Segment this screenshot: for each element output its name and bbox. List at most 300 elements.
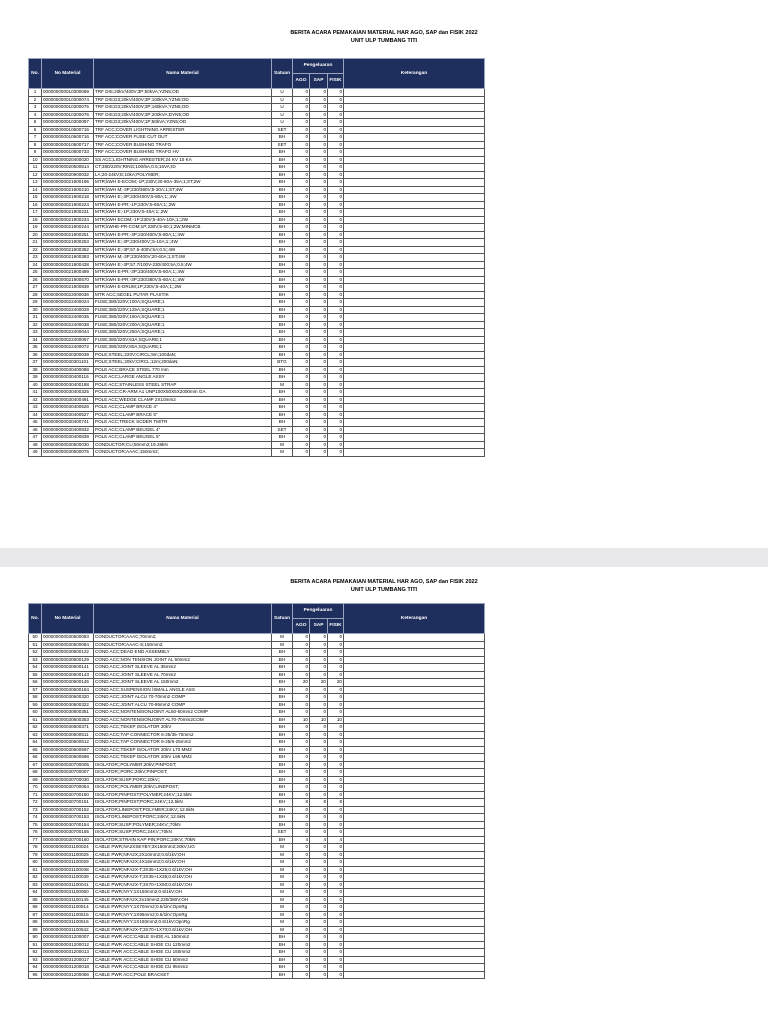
qty-ago: 0 — [293, 336, 310, 344]
qty-fisik: 0 — [328, 851, 344, 859]
qty-sap: 0 — [310, 851, 328, 859]
keterangan-cell — [344, 299, 485, 307]
row-number: 6 — [29, 126, 42, 134]
material-number: 000000000030500083 — [42, 634, 94, 642]
keterangan-cell — [344, 904, 485, 912]
keterangan-cell — [344, 851, 485, 859]
keterangan-cell — [344, 761, 485, 769]
keterangan-cell — [344, 201, 485, 209]
unit: M — [272, 844, 293, 852]
keterangan-cell — [344, 119, 485, 127]
qty-fisik: 0 — [328, 171, 344, 179]
qty-sap: 0 — [310, 911, 328, 919]
material-name: COND ACC;NON TENSION JOINT AL 50mm2 — [94, 656, 272, 664]
qty-ago: 0 — [293, 731, 310, 739]
material-name: CONDUCTOR;AAAC;70mm2; — [94, 634, 272, 642]
keterangan-cell — [344, 306, 485, 314]
material-name: POLE ACC;CLAMP BEUGEL 5" — [94, 434, 272, 442]
unit: BH — [272, 964, 293, 972]
material-name: FUSE;380/220V;63A;SQUARE;1 — [94, 336, 272, 344]
keterangan-cell — [344, 634, 485, 642]
qty-fisik: 0 — [328, 201, 344, 209]
material-name: MTR;kWH E-PR;-3P;230/380V;5-60A;1;;4W — [94, 276, 272, 284]
unit: M — [272, 926, 293, 934]
material-name: CABLE PWR ACC;CABLE SHOE CU 95mm2 — [94, 964, 272, 972]
material-name: CABLE PWR;NFA2X;2x10mm2;230/380V;OH — [94, 896, 272, 904]
material-number: 000000000021900383 — [42, 254, 94, 262]
qty-sap: 0 — [310, 664, 328, 672]
material-number: 000000000021900234 — [42, 216, 94, 224]
material-number: 000000000021900489 — [42, 269, 94, 277]
header-ago: AGO — [293, 74, 310, 89]
table-row — [29, 881, 485, 889]
qty-sap: 0 — [310, 926, 328, 934]
keterangan-cell — [344, 656, 485, 664]
qty-ago: 0 — [293, 276, 310, 284]
keterangan-cell — [344, 164, 485, 172]
keterangan-cell — [344, 866, 485, 874]
qty-fisik: 0 — [328, 806, 344, 814]
material-number: 000000000030600145 — [42, 679, 94, 687]
unit: BH — [272, 934, 293, 942]
row-number: 63 — [29, 731, 42, 739]
qty-fisik: 0 — [328, 426, 344, 434]
qty-sap: 0 — [310, 119, 328, 127]
unit: BH — [272, 956, 293, 964]
material-name: POLE;STEEL;220V;CIRCL;9m;100daN; — [94, 351, 272, 359]
qty-sap: 0 — [310, 246, 328, 254]
unit: BH — [272, 941, 293, 949]
unit: BH — [272, 329, 293, 337]
material-number: 000000000030600351 — [42, 709, 94, 717]
qty-fisik: 0 — [328, 254, 344, 262]
material-name: TRF DIS;D3;20kV/400V;1P;50kVA;YZN5;OD — [94, 119, 272, 127]
row-number: 43 — [29, 404, 42, 412]
qty-fisik: 0 — [328, 964, 344, 972]
unit: M — [272, 441, 293, 449]
row-number: 91 — [29, 941, 42, 949]
material-name: MTR;kWH E-DRUM;1P;230V;5-40A;1;;2W — [94, 284, 272, 292]
qty-ago: 0 — [293, 919, 310, 927]
row-number: 44 — [29, 411, 42, 419]
material-name: CT;380/220V;RING;100/5A;0.5;15VA;ID — [94, 164, 272, 172]
qty-ago: 0 — [293, 291, 310, 299]
qty-ago: 0 — [293, 844, 310, 852]
material-name: ISOLATOR;LINEPOST;PORC;24KV;;12.5kN — [94, 814, 272, 822]
material-name: CABLE PWR ACC;CABLE SHOE CU 120mm2 — [94, 941, 272, 949]
qty-fisik: 0 — [328, 971, 344, 979]
qty-ago: 0 — [293, 754, 310, 762]
qty-fisik: 0 — [328, 769, 344, 777]
qty-fisik: 0 — [328, 119, 344, 127]
row-number: 31 — [29, 314, 42, 322]
qty-sap: 0 — [310, 941, 328, 949]
table-row — [29, 216, 485, 224]
material-number: 000000000030301101 — [42, 359, 94, 367]
header-sap: SAP — [310, 74, 328, 89]
material-name: CABLE PWR;NFA2X-T;3X70+1X50;0.6/1kV;OH — [94, 881, 272, 889]
row-number: 1 — [29, 89, 42, 97]
material-number: 000000000030600371 — [42, 724, 94, 732]
material-name: ISOLATOR;;POLYMER;20kV;LINEPOST; — [94, 784, 272, 792]
qty-fisik: 0 — [328, 216, 344, 224]
keterangan-cell — [344, 934, 485, 942]
row-number: 8 — [29, 141, 42, 149]
qty-ago: 0 — [293, 926, 310, 934]
header-fisik: FISIK — [328, 74, 344, 89]
qty-ago: 0 — [293, 111, 310, 119]
header-no-material: No Material — [42, 59, 94, 89]
table-row — [29, 239, 485, 247]
row-number: 67 — [29, 761, 42, 769]
keterangan-cell — [344, 971, 485, 979]
qty-fisik: 0 — [328, 941, 344, 949]
header-no: No. — [29, 59, 42, 89]
keterangan-cell — [344, 664, 485, 672]
header-no: No. — [29, 604, 42, 634]
table-row — [29, 449, 485, 457]
qty-sap: 0 — [310, 866, 328, 874]
unit: M — [272, 381, 293, 389]
material-name: MTR;kWH E-PR;-1P;230V;5-60A;1;;2W — [94, 201, 272, 209]
keterangan-cell — [344, 434, 485, 442]
unit: M — [272, 641, 293, 649]
material-number: 000000000031100060 — [42, 889, 94, 897]
material-number: 000000000030700005 — [42, 761, 94, 769]
material-number: 000000000021900352 — [42, 246, 94, 254]
row-number: 47 — [29, 434, 42, 442]
qty-fisik: 0 — [328, 844, 344, 852]
material-name: COND ACC;TEKEP ISOLATOR 20kV — [94, 724, 272, 732]
qty-sap: 0 — [310, 949, 328, 957]
keterangan-cell — [344, 911, 485, 919]
row-number: 53 — [29, 656, 42, 664]
qty-ago: 0 — [293, 686, 310, 694]
keterangan-cell — [344, 754, 485, 762]
material-number: 000000000031100542 — [42, 926, 94, 934]
qty-fisik: 0 — [328, 366, 344, 374]
material-number: 000000000030700030 — [42, 776, 94, 784]
unit: BH — [272, 836, 293, 844]
qty-sap: 0 — [310, 641, 328, 649]
material-name: FUSE;380/220V;125A;SQUARE;1 — [94, 306, 272, 314]
material-number: 000000000010300075 — [42, 104, 94, 112]
unit: BH — [272, 716, 293, 724]
qty-fisik: 0 — [328, 724, 344, 732]
qty-ago: 0 — [293, 701, 310, 709]
material-name: CABLE PWR ACC;POLE BRACKET — [94, 971, 272, 979]
table-row — [29, 941, 485, 949]
table-row — [29, 426, 485, 434]
material-number: 000000000010600716 — [42, 134, 94, 142]
qty-fisik: 0 — [328, 269, 344, 277]
table-row — [29, 829, 485, 837]
table-row — [29, 806, 485, 814]
qty-ago: 0 — [293, 231, 310, 239]
keterangan-cell — [344, 671, 485, 679]
qty-ago: 0 — [293, 656, 310, 664]
material-name: TRF DIS;D3;20kV/400V;3P;200kVA;DYN5;OD — [94, 111, 272, 119]
row-number: 26 — [29, 276, 42, 284]
qty-sap: 0 — [310, 216, 328, 224]
material-table-body — [29, 634, 485, 979]
unit: U — [272, 119, 293, 127]
unit: BH — [272, 821, 293, 829]
qty-ago: 0 — [293, 179, 310, 187]
material-number: 000000000031100145 — [42, 896, 94, 904]
table-row — [29, 859, 485, 867]
header-satuan: Satuan — [272, 604, 293, 634]
keterangan-cell — [344, 836, 485, 844]
material-number: 000000000030400741 — [42, 419, 94, 427]
row-number: 20 — [29, 231, 42, 239]
qty-ago: 0 — [293, 964, 310, 972]
unit: U — [272, 96, 293, 104]
qty-sap: 0 — [310, 411, 328, 419]
qty-sap: 0 — [310, 956, 328, 964]
qty-sap: 0 — [310, 299, 328, 307]
material-number: 000000000030400116 — [42, 374, 94, 382]
material-name: MTR ACC;SEGEL PUTAR PLASTIK — [94, 291, 272, 299]
keterangan-cell — [344, 679, 485, 687]
qty-sap: 0 — [310, 164, 328, 172]
qty-ago: 0 — [293, 434, 310, 442]
qty-fisik: 10 — [328, 716, 344, 724]
keterangan-cell — [344, 89, 485, 97]
material-name: COND ACC;TAP CONNECTOR 6-25/6-25mm2 — [94, 739, 272, 747]
material-number: 000000000030600129 — [42, 656, 94, 664]
qty-sap: 0 — [310, 859, 328, 867]
material-number: 000000000031100039 — [42, 874, 94, 882]
material-number: 000000000030500084 — [42, 641, 94, 649]
table-row — [29, 844, 485, 852]
qty-sap: 0 — [310, 784, 328, 792]
qty-ago: 0 — [293, 261, 310, 269]
qty-sap: 0 — [310, 964, 328, 972]
table-row — [29, 731, 485, 739]
material-number: 000000000030700064 — [42, 784, 94, 792]
keterangan-cell — [344, 104, 485, 112]
table-row — [29, 344, 485, 352]
row-number: 84 — [29, 889, 42, 897]
qty-ago: 0 — [293, 329, 310, 337]
qty-ago: 0 — [293, 441, 310, 449]
keterangan-cell — [344, 769, 485, 777]
table-row — [29, 694, 485, 702]
qty-fisik: 0 — [328, 919, 344, 927]
keterangan-cell — [344, 926, 485, 934]
table-row — [29, 96, 485, 104]
qty-fisik: 0 — [328, 411, 344, 419]
material-number: 000000000030600597 — [42, 746, 94, 754]
table-row — [29, 194, 485, 202]
row-number: 32 — [29, 321, 42, 329]
row-number: 65 — [29, 746, 42, 754]
qty-sap: 0 — [310, 769, 328, 777]
material-name: ISOLATOR;SUSP;PORC;24KV;;70kN — [94, 829, 272, 837]
table-row — [29, 329, 485, 337]
keterangan-cell — [344, 814, 485, 822]
qty-sap: 0 — [310, 426, 328, 434]
qty-fisik: 0 — [328, 949, 344, 957]
row-number: 90 — [29, 934, 42, 942]
material-number: 000000000030400839 — [42, 434, 94, 442]
qty-ago: 0 — [293, 306, 310, 314]
material-name: CABLE PWR;NFA2X-T;3X70+1X70;0.6/1kV;OH — [94, 926, 272, 934]
qty-ago: 0 — [293, 254, 310, 262]
material-name: COND ACC;SUSPENSION /SMALL ANGLE ASS — [94, 686, 272, 694]
material-number: 000000000031200066 — [42, 971, 94, 979]
qty-ago: 20 — [293, 679, 310, 687]
row-number: 28 — [29, 291, 42, 299]
row-number: 14 — [29, 186, 42, 194]
unit: SET — [272, 126, 293, 134]
row-number: 89 — [29, 926, 42, 934]
material-number: 000000000030400832 — [42, 426, 94, 434]
material-name: TRF ACC;COVER BUSHING TRAFO HV — [94, 149, 272, 157]
qty-sap: 0 — [310, 381, 328, 389]
material-name: POLE ACC;CLAMP BEUGEL 4" — [94, 426, 272, 434]
qty-sap: 0 — [310, 89, 328, 97]
material-number: 000000000022400067 — [42, 336, 94, 344]
table-row — [29, 134, 485, 142]
qty-fisik: 0 — [328, 164, 344, 172]
row-number: 27 — [29, 284, 42, 292]
row-number: 95 — [29, 971, 42, 979]
qty-fisik: 0 — [328, 179, 344, 187]
unit: BH — [272, 396, 293, 404]
table-row — [29, 754, 485, 762]
keterangan-cell — [344, 426, 485, 434]
keterangan-cell — [344, 351, 485, 359]
table-row — [29, 746, 485, 754]
qty-ago: 0 — [293, 149, 310, 157]
table-row — [29, 874, 485, 882]
keterangan-cell — [344, 799, 485, 807]
qty-sap: 0 — [310, 709, 328, 717]
material-number: 000000000020900032 — [42, 171, 94, 179]
qty-sap: 0 — [310, 179, 328, 187]
row-number: 10 — [29, 156, 42, 164]
keterangan-cell — [344, 746, 485, 754]
material-number: 000000000030700151 — [42, 799, 94, 807]
material-number: 000000000021900210 — [42, 186, 94, 194]
qty-ago: 0 — [293, 671, 310, 679]
table-row — [29, 261, 485, 269]
table-row — [29, 926, 485, 934]
table-row — [29, 411, 485, 419]
table-row — [29, 276, 485, 284]
table-row — [29, 679, 485, 687]
unit: BH — [272, 261, 293, 269]
table-row — [29, 284, 485, 292]
table-row — [29, 434, 485, 442]
table-row — [29, 851, 485, 859]
row-number: 70 — [29, 784, 42, 792]
unit: M — [272, 904, 293, 912]
material-number: 000000000010300076 — [42, 111, 94, 119]
table-row — [29, 934, 485, 942]
qty-fisik: 0 — [328, 649, 344, 657]
material-name: CABLE PWR ACC;CABLE SHOE AL 150mm2 — [94, 934, 272, 942]
header-sap: SAP — [310, 619, 328, 634]
qty-fisik: 0 — [328, 881, 344, 889]
qty-sap: 0 — [310, 896, 328, 904]
row-number: 59 — [29, 701, 42, 709]
qty-fisik: 0 — [328, 791, 344, 799]
qty-ago: 0 — [293, 224, 310, 232]
qty-fisik: 0 — [328, 449, 344, 457]
qty-ago: 0 — [293, 104, 310, 112]
qty-ago: 0 — [293, 641, 310, 649]
qty-fisik: 0 — [328, 821, 344, 829]
qty-sap: 0 — [310, 656, 328, 664]
qty-sap: 10 — [310, 716, 328, 724]
material-number: 000000000030700154 — [42, 821, 94, 829]
material-name: COND ACC;TEKEP ISOLATOR 20kV L95 MM2 — [94, 754, 272, 762]
material-name: FUSE;380/220V;250A;SQUARE;1 — [94, 329, 272, 337]
unit: BH — [272, 314, 293, 322]
unit: M — [272, 859, 293, 867]
keterangan-cell — [344, 419, 485, 427]
keterangan-cell — [344, 329, 485, 337]
qty-sap: 0 — [310, 919, 328, 927]
qty-fisik: 0 — [328, 149, 344, 157]
row-number: 35 — [29, 344, 42, 352]
material-name: ISOLATOR;LINEPOST;POLYMER;24KV;;12.5kN — [94, 806, 272, 814]
qty-fisik: 0 — [328, 261, 344, 269]
unit: M — [272, 874, 293, 882]
keterangan-cell — [344, 156, 485, 164]
qty-sap: 20 — [310, 679, 328, 687]
qty-ago: 0 — [293, 881, 310, 889]
qty-fisik: 0 — [328, 374, 344, 382]
keterangan-cell — [344, 449, 485, 457]
material-name: CABLE PWR ACC;CABLE SHOE CU 50mm2 — [94, 956, 272, 964]
unit: BH — [272, 179, 293, 187]
qty-fisik: 0 — [328, 194, 344, 202]
material-name: CABLE PWR;NYY;1X70mm2;0.6/1kV;OpnRg — [94, 904, 272, 912]
table-row — [29, 791, 485, 799]
row-number: 25 — [29, 269, 42, 277]
qty-fisik: 0 — [328, 314, 344, 322]
row-number: 23 — [29, 254, 42, 262]
header-pengeluaran: Pengeluaran — [293, 604, 344, 619]
material-number: 000000000030400491 — [42, 396, 94, 404]
row-number: 46 — [29, 426, 42, 434]
qty-ago: 0 — [293, 934, 310, 942]
row-number: 9 — [29, 149, 42, 157]
material-name: CABLE PWR;NYY;1X150mm2;0.6/1kV;OpnRg — [94, 919, 272, 927]
unit: BH — [272, 411, 293, 419]
material-number: 000000000022400072 — [42, 344, 94, 352]
row-number: 19 — [29, 224, 42, 232]
qty-sap: 0 — [310, 441, 328, 449]
row-number: 82 — [29, 874, 42, 882]
unit: BH — [272, 171, 293, 179]
unit: BH — [272, 949, 293, 957]
qty-sap: 0 — [310, 694, 328, 702]
material-number: 000000000030400088 — [42, 366, 94, 374]
material-number: 000000000022000036 — [42, 291, 94, 299]
keterangan-cell — [344, 641, 485, 649]
table-row — [29, 336, 485, 344]
qty-fisik: 0 — [328, 321, 344, 329]
keterangan-cell — [344, 254, 485, 262]
qty-fisik: 0 — [328, 694, 344, 702]
row-number: 75 — [29, 821, 42, 829]
row-number: 21 — [29, 239, 42, 247]
